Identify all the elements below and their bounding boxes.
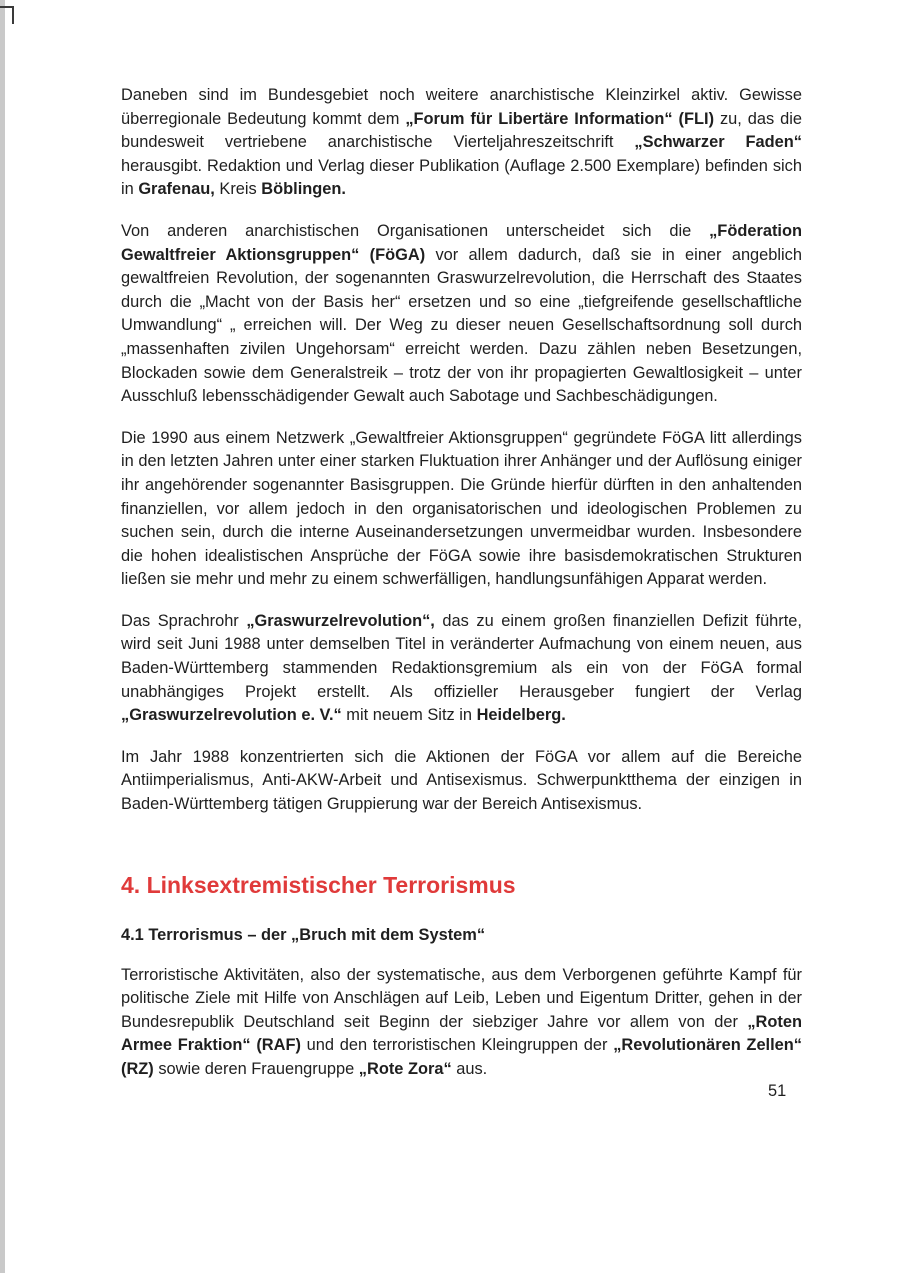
page-number: 51 <box>768 1082 787 1100</box>
bold-text: „Rote Zora“ <box>358 1060 452 1078</box>
text-run: Kreis <box>214 180 262 199</box>
text-run: Von anderen anarchistischen Organisationen unterscheidet sich die <box>121 221 710 240</box>
bold-text: „Graswurzelrevolution e. V.“ <box>121 706 342 725</box>
text-run: das zu einem großen finanziellen Defizit führte, wird seit Juni 1988 unter demselben Titel in veränderter Aufmachung von einem neuen, aus Baden-Württemberg stammenden Redaktionsgremium als ein von der FöGA formal unabhängiges Projekt erstellt. Als offizieller Herausgeber fungiert der Verlag <box>121 611 802 701</box>
document-page <box>121 84 802 1100</box>
body-text <box>121 84 802 817</box>
text-run: sowie deren Frauengruppe <box>153 1060 359 1078</box>
text-run: Die 1990 aus einem Netzwerk „Gewaltfreier Aktionsgruppen“ gegründete FöGA litt allerdings in den letzten Jahren unter einer starken Fluktuation ihrer Anhänger und der Auflösung einiger ihr angehörender sogenannter Basisgruppen. Die Gründe hierfür dürften in den anhaltenden finanziellen, vor allem jedoch in den organisatorischen und ideologischen Problemen zu suchen sein, durch die interne Auseinandersetzungen unvermeidbar wurden. Insbesondere die hohen idealistischen Ansprüche der FöGA sowie ihre basisdemokratischen Strukturen ließen sie mehr und mehr zu einem schwerfälligen, handlungsunfähigen Apparat werden. <box>121 428 802 589</box>
bold-text: „Föderation Gewaltfreier Aktionsgruppen“ (FöGA) <box>121 221 802 264</box>
text-run: herausgibt. Redaktion und Verlag dieser Publikation (Auflage 2.500 Exemplare) befinden sich in <box>121 156 802 199</box>
text-run: Im Jahr 1988 konzentrierten sich die Aktionen der FöGA vor allem auf die Bereiche Antiimperialismus, Anti-AKW-Arbeit und Antisexismus. Schwerpunktthema der einzigen in Baden-Württemberg tätigen Gruppierung war der Bereich Antisexismus. <box>121 747 802 814</box>
text-run: zu, das die bundesweit vertriebene anarchistische Vierteljahreszeitschrift <box>121 109 802 152</box>
scan-edge <box>0 0 5 1273</box>
text-run: Daneben sind im Bundesgebiet noch weitere anarchistische Kleinzirkel aktiv. Gewisse überregionale Bedeutung kommt dem <box>121 86 802 128</box>
paragraph-p2 <box>121 220 802 409</box>
bold-text: Böblingen. <box>261 180 346 199</box>
final-paragraph-container <box>121 964 802 1082</box>
subsection-heading: 4.1 Terrorismus – der „Bruch mit dem System“ <box>121 925 486 944</box>
text-run: mit neuem Sitz in <box>341 706 477 725</box>
text-run: und den terroristischen Kleingruppen der <box>300 1036 614 1055</box>
paragraph-p6 <box>121 964 802 1082</box>
bold-text: „Graswurzelrevolution“, <box>246 611 435 630</box>
paragraph-p4 <box>121 610 802 728</box>
paragraph-p5 <box>121 746 802 817</box>
paragraph-p1 <box>121 84 802 202</box>
text-run: Terroristische Aktivitäten, also der systematische, aus dem Verborgenen geführte Kampf für politische Ziele mit Hilfe von Anschlägen auf Leib, Leben und Eigentum Dritter, gehen in der Bundesrepublik Deutschland seit Beginn der siebziger Jahre vor allem von der <box>121 965 802 1031</box>
text-run: vor allem dadurch, daß sie in einer angeblich gewaltfreien Revolution, der sogenannten Graswurzelrevolution, die Herrschaft des Staates durch die „Macht von der Basis her“ ersetzen und so eine „tiefgreifende gesellschaftliche Umwandlung“ „ erreichen will. Der Weg zu dieser neuen Gesellschaftsordnung soll durch „massenhaften zivilen Ungehorsam“ erreicht werden. Dazu zählen neben Besetzungen, Blockaden sowie dem Generalstreik – trotz der von ihr propagierten Gewaltlosigkeit – unter Ausschluß lebensschädigender Gewalt auch Sabotage und Sachbeschädigungen. <box>121 245 802 406</box>
text-run: Das Sprachrohr <box>121 611 247 630</box>
paragraph-p3 <box>121 427 802 592</box>
bold-text: Heidelberg. <box>476 706 566 725</box>
text-run: aus. <box>451 1060 488 1078</box>
section-heading: 4. Linksextremistischer Terrorismus <box>121 871 516 898</box>
bold-text: „Revolutionären Zellen“ (RZ) <box>121 1036 802 1078</box>
bold-text: „Schwarzer Faden“ <box>634 133 802 152</box>
bold-text: Grafenau, <box>138 180 215 199</box>
bold-text: „Forum für Libertäre Information“ (FLI) <box>405 109 715 128</box>
bold-text: „Roten Armee Fraktion“ (RAF) <box>121 1012 802 1055</box>
crop-mark <box>12 6 14 24</box>
